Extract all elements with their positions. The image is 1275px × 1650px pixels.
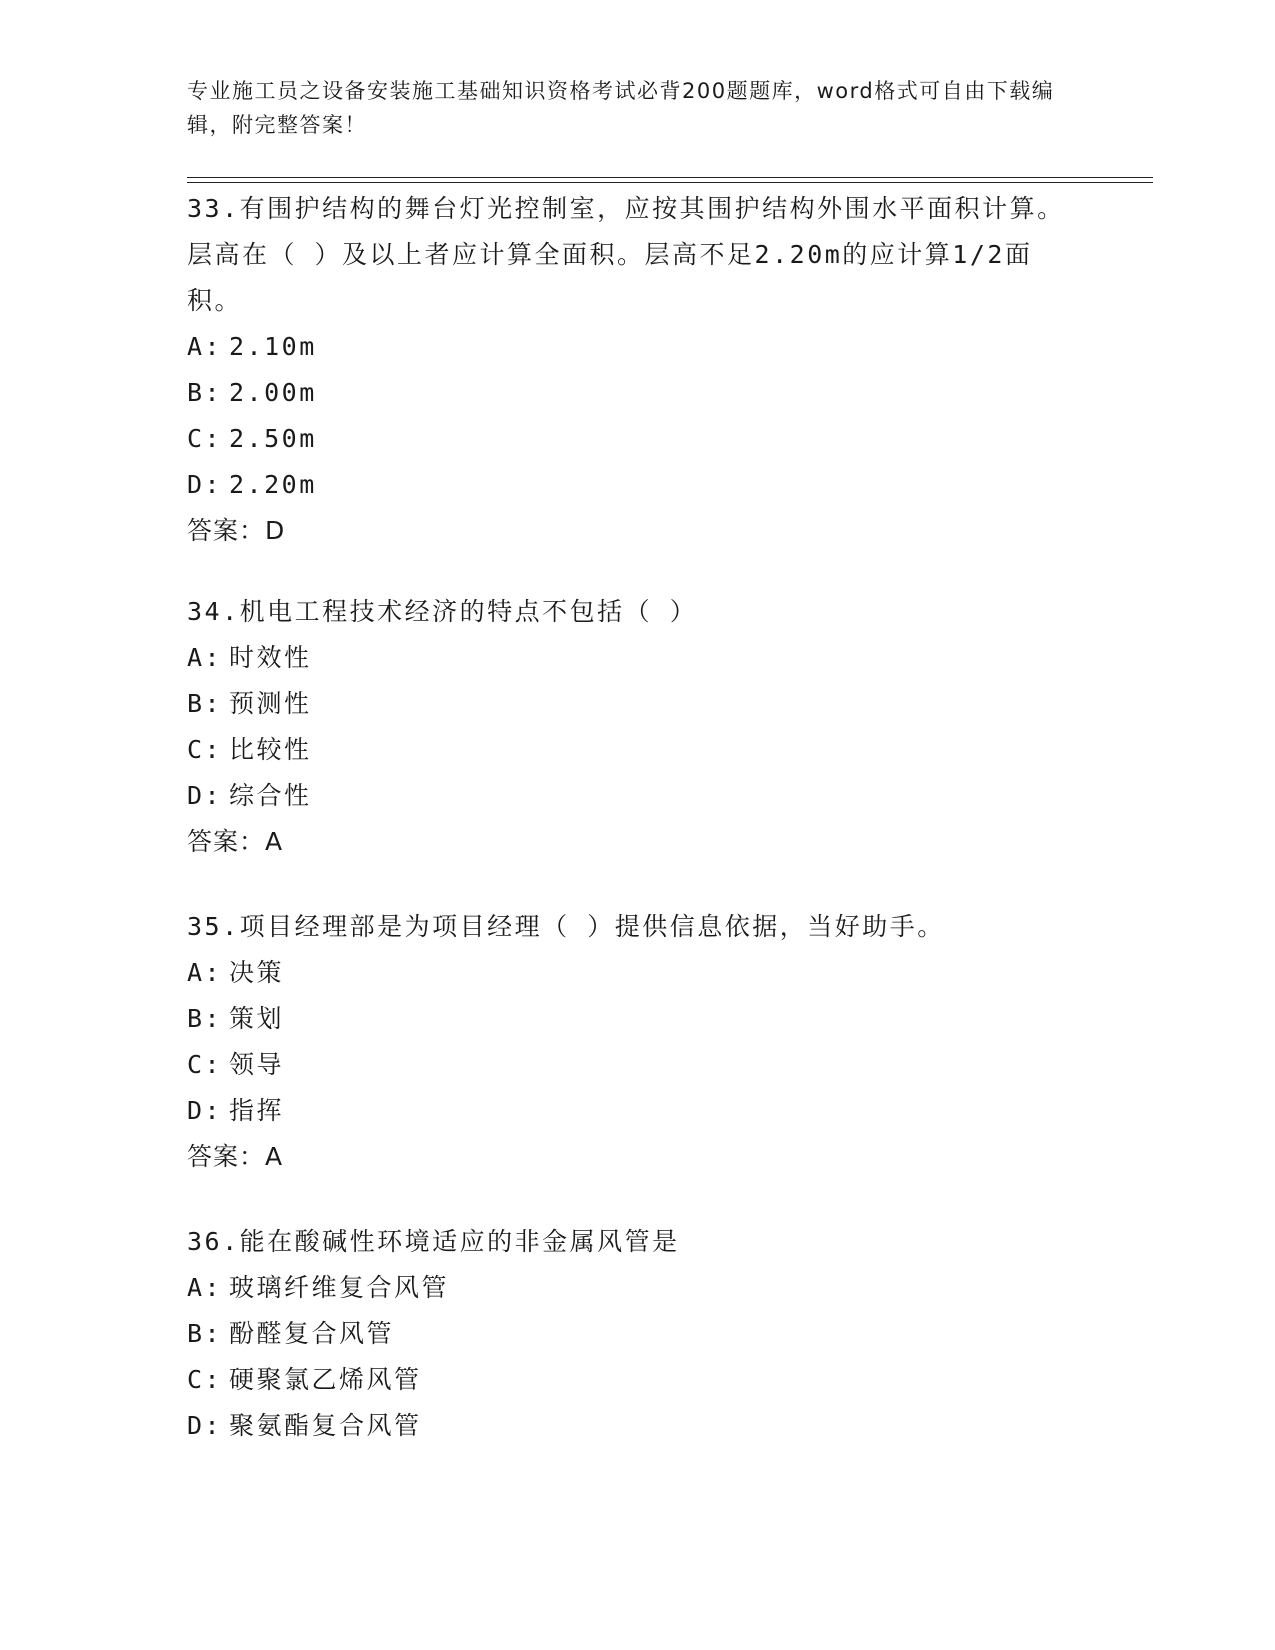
- option-a: [187, 635, 1087, 681]
- option-letter: A:: [187, 1273, 223, 1302]
- option-letter: D:: [187, 470, 223, 499]
- answer-line: 答案：A: [187, 1142, 284, 1171]
- option-d: [187, 1088, 1087, 1134]
- question-34: [187, 589, 1087, 865]
- option-a: [187, 324, 1087, 370]
- header-divider-bottom: [187, 182, 1153, 183]
- option-letter: B:: [187, 1319, 223, 1348]
- option-a: [187, 950, 1087, 996]
- question-stem: 34.机电工程技术经济的特点不包括（ ）: [187, 597, 698, 626]
- question-stem: 33.有围护结构的舞台灯光控制室，应按其围护结构外围水平面积计算。层高在（ ）及以上者应计算全面积。层高不足2.20m的应计算1/2面积。: [187, 194, 1065, 315]
- option-letter: B:: [187, 1004, 223, 1033]
- option-d: [187, 773, 1087, 819]
- option-d: [187, 462, 1087, 508]
- option-letter: D:: [187, 781, 223, 810]
- option-letter: D:: [187, 1411, 223, 1440]
- option-text: 领导: [229, 1050, 285, 1079]
- option-a: [187, 1265, 1087, 1311]
- option-c: [187, 416, 1087, 462]
- option-letter: C:: [187, 735, 223, 764]
- option-text: 玻璃纤维复合风管: [229, 1273, 450, 1302]
- option-letter: D:: [187, 1096, 223, 1125]
- question-33: [187, 186, 1087, 554]
- option-text: 指挥: [229, 1096, 285, 1125]
- option-letter: C:: [187, 424, 223, 453]
- option-b: [187, 370, 1087, 416]
- option-letter: A:: [187, 643, 223, 672]
- option-letter: A:: [187, 332, 223, 361]
- option-text: 酚醛复合风管: [229, 1319, 395, 1348]
- option-letter: C:: [187, 1050, 223, 1079]
- option-text: 预测性: [229, 689, 312, 718]
- option-text: 策划: [229, 1004, 285, 1033]
- document-header: 专业施工员之设备安装施工基础知识资格考试必背200题题库，word格式可自由下载编辑，附完整答案！: [187, 79, 1055, 137]
- option-letter: B:: [187, 689, 223, 718]
- question-36: [187, 1219, 1087, 1449]
- option-c: [187, 1042, 1087, 1088]
- option-text: 2.20m: [229, 470, 317, 499]
- option-text: 2.10m: [229, 332, 317, 361]
- option-text: 综合性: [229, 781, 312, 810]
- option-text: 2.50m: [229, 424, 317, 453]
- option-text: 比较性: [229, 735, 312, 764]
- option-letter: A:: [187, 958, 223, 987]
- question-35: [187, 904, 1087, 1180]
- option-c: [187, 1357, 1087, 1403]
- answer-line: 答案：A: [187, 827, 284, 856]
- question-stem: 35.项目经理部是为项目经理（ ）提供信息依据，当好助手。: [187, 912, 945, 941]
- option-text: 聚氨酯复合风管: [229, 1411, 422, 1440]
- option-letter: B:: [187, 378, 223, 407]
- option-text: 时效性: [229, 643, 312, 672]
- option-d: [187, 1403, 1087, 1449]
- option-text: 2.00m: [229, 378, 317, 407]
- option-b: [187, 681, 1087, 727]
- header-divider-top: [187, 177, 1153, 178]
- option-c: [187, 727, 1087, 773]
- option-b: [187, 996, 1087, 1042]
- option-text: 决策: [229, 958, 285, 987]
- option-b: [187, 1311, 1087, 1357]
- answer-line: 答案：D: [187, 516, 286, 545]
- option-letter: C:: [187, 1365, 223, 1394]
- option-text: 硬聚氯乙烯风管: [229, 1365, 422, 1394]
- question-stem: 36.能在酸碱性环境适应的非金属风管是: [187, 1227, 680, 1256]
